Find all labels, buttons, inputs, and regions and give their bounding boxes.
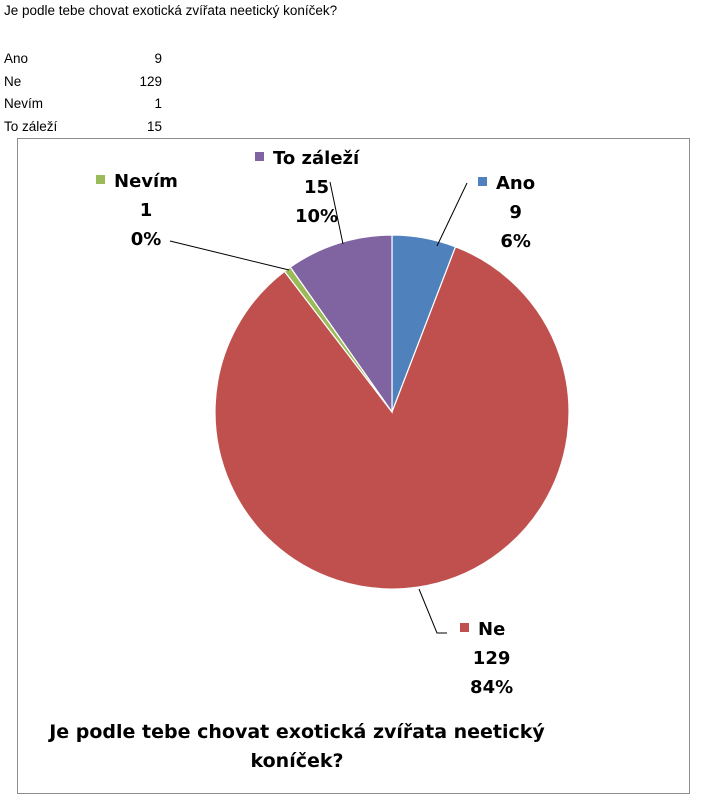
leader-line-ne bbox=[419, 589, 447, 633]
percent-label-to-záleží: 10% bbox=[294, 206, 339, 227]
category-label-nevím: Nevím bbox=[114, 171, 178, 192]
value-label-ano: 9 bbox=[509, 202, 522, 223]
leader-line-ano bbox=[437, 183, 467, 246]
value-label-ne: 129 bbox=[472, 648, 511, 669]
table-label: To záleží bbox=[4, 118, 58, 134]
table-label: Ano bbox=[4, 51, 29, 66]
legend-marker-ne bbox=[460, 623, 469, 632]
table-label: Ne bbox=[4, 73, 22, 89]
legend-marker-nevím bbox=[96, 175, 105, 184]
table-value: 9 bbox=[154, 51, 162, 66]
table-value: 15 bbox=[146, 118, 162, 134]
percent-label-ano: 6% bbox=[500, 231, 531, 252]
chart-title-line-2: koníček? bbox=[250, 750, 344, 772]
value-label-nevím: 1 bbox=[139, 200, 153, 221]
value-label-to-záleží: 15 bbox=[303, 177, 330, 198]
percent-label-ne: 84% bbox=[470, 677, 514, 698]
leader-line-nevím bbox=[170, 241, 289, 270]
percent-label-nevím: 0% bbox=[130, 229, 162, 250]
category-label-to-záleží: To záleží bbox=[273, 148, 360, 169]
question-text: Je podle tebe chovat exotická zvířata neetický koníček? bbox=[4, 3, 338, 18]
legend-marker-to-záleží bbox=[255, 152, 264, 161]
table-value: 129 bbox=[139, 73, 162, 89]
category-label-ano: Ano bbox=[496, 173, 536, 194]
chart-title bbox=[17, 718, 577, 776]
table-label: Nevím bbox=[4, 96, 44, 111]
chart-title-line-1: Je podle tebe chovat exotická zvířata neetický bbox=[49, 721, 545, 743]
table-value: 1 bbox=[154, 96, 162, 111]
category-label-ne: Ne bbox=[478, 619, 506, 640]
legend-marker-ano bbox=[478, 177, 487, 186]
